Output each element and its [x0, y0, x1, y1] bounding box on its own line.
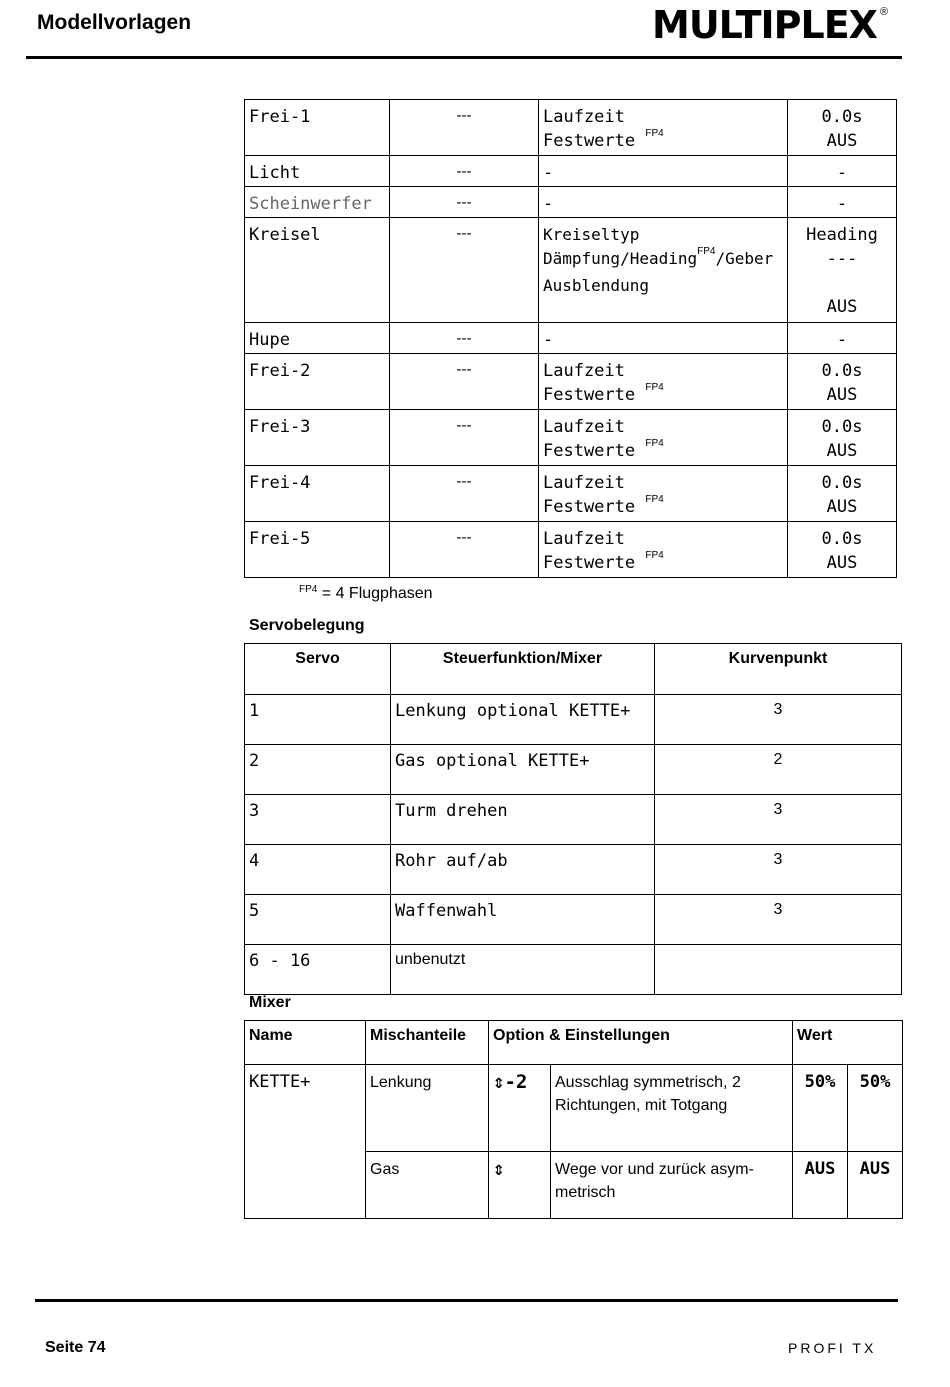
servo-number: 1	[245, 695, 391, 745]
footer-rule	[35, 1299, 898, 1302]
channel-option: -	[539, 187, 788, 218]
mixer-option: Wege vor und zurück asym-metrisch	[551, 1152, 793, 1219]
column-header: Kurvenpunkt	[655, 644, 902, 695]
servo-number: 5	[245, 895, 391, 945]
column-header: Wert	[793, 1021, 903, 1065]
channel-option: -	[539, 156, 788, 187]
channel-options-table	[244, 99, 897, 578]
servo-function: unbenutzt	[391, 945, 655, 995]
channel-switch: ---	[390, 323, 539, 354]
channel-name: Scheinwerfer	[245, 187, 390, 218]
channel-switch: ---	[390, 156, 539, 187]
table-row	[245, 100, 897, 156]
servo-number: 2	[245, 745, 391, 795]
servo-function: Turm drehen	[391, 795, 655, 845]
table-row	[245, 156, 897, 187]
channel-switch: ---	[390, 218, 539, 323]
servo-section-heading: Servobelegung	[249, 617, 365, 634]
table-row	[245, 187, 897, 218]
channel-option: Laufzeit Festwerte $^{FP4}$	[539, 100, 788, 156]
mixer-name: KETTE+	[245, 1065, 366, 1219]
registered-mark: ®	[880, 6, 889, 18]
servo-curve-points: 2	[655, 745, 902, 795]
table-row	[245, 695, 902, 745]
channel-name: Frei-5	[245, 522, 390, 578]
table-header-row	[245, 1021, 903, 1065]
table-row	[245, 895, 902, 945]
table-row	[245, 745, 902, 795]
page-number: Seite 74	[45, 1339, 106, 1356]
channel-option: Laufzeit Festwerte $^{FP4}$	[539, 354, 788, 410]
page-header-title: Modellvorlagen	[37, 11, 192, 34]
mixer-value-2: 50%	[848, 1065, 903, 1152]
channel-option: -	[539, 323, 788, 354]
servo-curve-points	[655, 945, 902, 995]
mixer-symbol: ⇕-2	[489, 1065, 551, 1152]
channel-name: Frei-4	[245, 466, 390, 522]
mixer-option: Ausschlag symmetrisch, 2 Richtungen, mit Totgang	[551, 1065, 793, 1152]
channel-switch: ---	[390, 187, 539, 218]
table-row	[245, 466, 897, 522]
table-row	[245, 354, 897, 410]
channel-switch: ---	[390, 354, 539, 410]
multiplex-logo: MULTIPLEX	[652, 3, 877, 47]
mixer-part: Gas	[366, 1152, 489, 1219]
servo-number: 3	[245, 795, 391, 845]
channel-name: Hupe	[245, 323, 390, 354]
channel-value: 0.0s AUS	[788, 522, 897, 578]
column-header: Mischanteile	[366, 1021, 489, 1065]
servo-table	[244, 643, 902, 995]
channel-value: -	[788, 323, 897, 354]
column-header: Name	[245, 1021, 366, 1065]
channel-value: 0.0s AUS	[788, 100, 897, 156]
channel-name: Frei-3	[245, 410, 390, 466]
table-row	[245, 410, 897, 466]
footnote: $^{FP4}$ = 4 Flugphasen	[299, 584, 433, 602]
channel-option: Laufzeit Festwerte $^{FP4}$	[539, 466, 788, 522]
channel-name: Kreisel	[245, 218, 390, 323]
channel-value: 0.0s AUS	[788, 466, 897, 522]
servo-number: 4	[245, 845, 391, 895]
column-header: Steuerfunktion/Mixer	[391, 644, 655, 695]
column-header: Servo	[245, 644, 391, 695]
channel-value: -	[788, 156, 897, 187]
mixer-part: Lenkung	[366, 1065, 489, 1152]
table-row	[245, 1065, 903, 1152]
servo-curve-points: 3	[655, 895, 902, 945]
servo-curve-points: 3	[655, 795, 902, 845]
mixer-table	[244, 1020, 903, 1219]
mixer-value-2: AUS	[848, 1152, 903, 1219]
channel-option: Laufzeit Festwerte $^{FP4}$	[539, 522, 788, 578]
mixer-value-1: 50%	[793, 1065, 848, 1152]
channel-name: Frei-1	[245, 100, 390, 156]
channel-name: Licht	[245, 156, 390, 187]
channel-name: Frei-2	[245, 354, 390, 410]
servo-curve-points: 3	[655, 845, 902, 895]
channel-option: Laufzeit Festwerte $^{FP4}$	[539, 410, 788, 466]
table-header-row	[245, 644, 902, 695]
servo-curve-points: 3	[655, 695, 902, 745]
table-row	[245, 522, 897, 578]
servo-function: Rohr auf/ab	[391, 845, 655, 895]
product-name: PROFI TX	[788, 1340, 877, 1356]
table-row	[245, 323, 897, 354]
channel-value: Heading --- AUS	[788, 218, 897, 323]
channel-option: Kreiseltyp Dämpfung/Heading$^{FP4}$/Geber Ausblendung	[539, 218, 788, 323]
channel-value: -	[788, 187, 897, 218]
channel-switch: ---	[390, 100, 539, 156]
table-row	[245, 795, 902, 845]
column-header: Option & Einstellungen	[489, 1021, 793, 1065]
channel-switch: ---	[390, 410, 539, 466]
servo-function: Gas optional KETTE+	[391, 745, 655, 795]
channel-switch: ---	[390, 522, 539, 578]
channel-switch: ---	[390, 466, 539, 522]
table-row	[245, 218, 897, 323]
mixer-value-1: AUS	[793, 1152, 848, 1219]
servo-function: Waffenwahl	[391, 895, 655, 945]
channel-value: 0.0s AUS	[788, 354, 897, 410]
channel-value: 0.0s AUS	[788, 410, 897, 466]
header-rule	[26, 56, 902, 59]
servo-number: 6 - 16	[245, 945, 391, 995]
servo-function: Lenkung optional KETTE+	[391, 695, 655, 745]
table-row	[245, 845, 902, 895]
mixer-section-heading: Mixer	[249, 994, 291, 1011]
mixer-symbol: ⇕	[489, 1152, 551, 1219]
table-row	[245, 945, 902, 995]
